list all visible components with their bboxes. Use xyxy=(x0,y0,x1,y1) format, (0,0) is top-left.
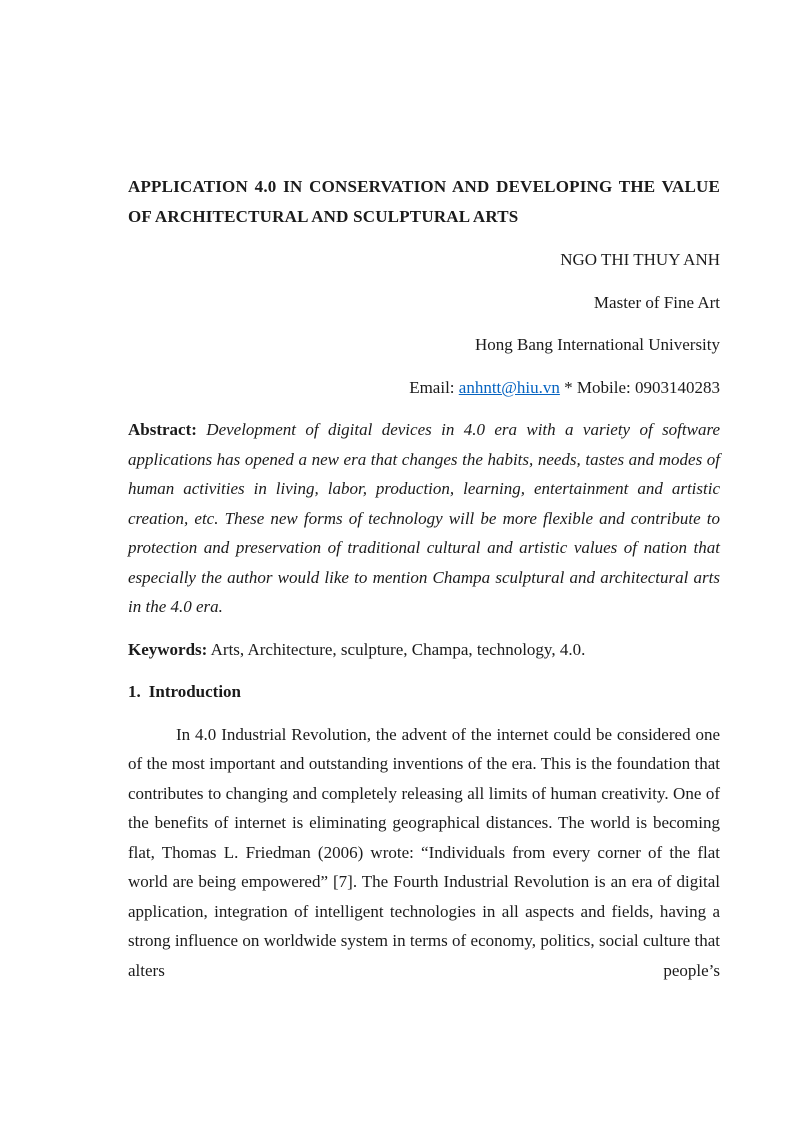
paper-title: APPLICATION 4.0 IN CONSERVATION AND DEVELOPING THE VALUE OF ARCHITECTURAL AND SCULPTURAL ARTS xyxy=(128,177,720,226)
email-label: Email: xyxy=(409,377,455,397)
author-degree: Master of Fine Art xyxy=(593,292,720,312)
section-number: 1. xyxy=(128,682,141,701)
author-affiliation: Hong Bang International University xyxy=(474,335,720,354)
abstract-text: Development of digital devices in 4.0 era with a variety of software applications has opened a new era that changes the habits, needs, tastes and modes of human activities in living, labor, production, learning, entertainment and artistic creation, etc. These new forms of technology will be more flexible and contribute to protection and preservation of traditional cultural and artistic values of nation that especially the author would like to mention Champa sculptural and architectural arts in the 4.0 era. xyxy=(128,420,720,616)
section-title: Introduction xyxy=(148,682,242,701)
email-link[interactable]: anhntt@hiu.vn xyxy=(458,377,560,397)
abstract-paragraph xyxy=(128,415,720,622)
keywords-text: Arts, Architecture, sculpture, Champa, technology, 4.0. xyxy=(210,639,586,659)
mobile-text: * Mobile: 0903140283 xyxy=(564,377,720,397)
contact-line xyxy=(128,373,720,403)
abstract-label: Abstract: xyxy=(128,420,197,439)
introduction-paragraph: In 4.0 Industrial Revolution, the advent of the internet could be considered one of the most important and outstanding inventions of the era. This is the foundation that contributes to changing and completely releasing all limits of human creativity. One of the benefits of internet is eliminating geographical distances. The world is becoming flat, Thomas L. Friedman (2006) wrote: “Individuals from every corner of the flat world are being empowered” [7]. The Fourth Industrial Revolution is an era of digital application, integration of intelligent technologies in all aspects and fields, having a strong influence on worldwide system in terms of economy, politics, social culture that alters people’s xyxy=(128,724,720,980)
keywords-label: Keywords: xyxy=(128,639,208,659)
author-name: NGO THI THUY ANH xyxy=(560,250,720,269)
section-heading-introduction xyxy=(128,677,720,707)
keywords-line xyxy=(128,635,720,665)
